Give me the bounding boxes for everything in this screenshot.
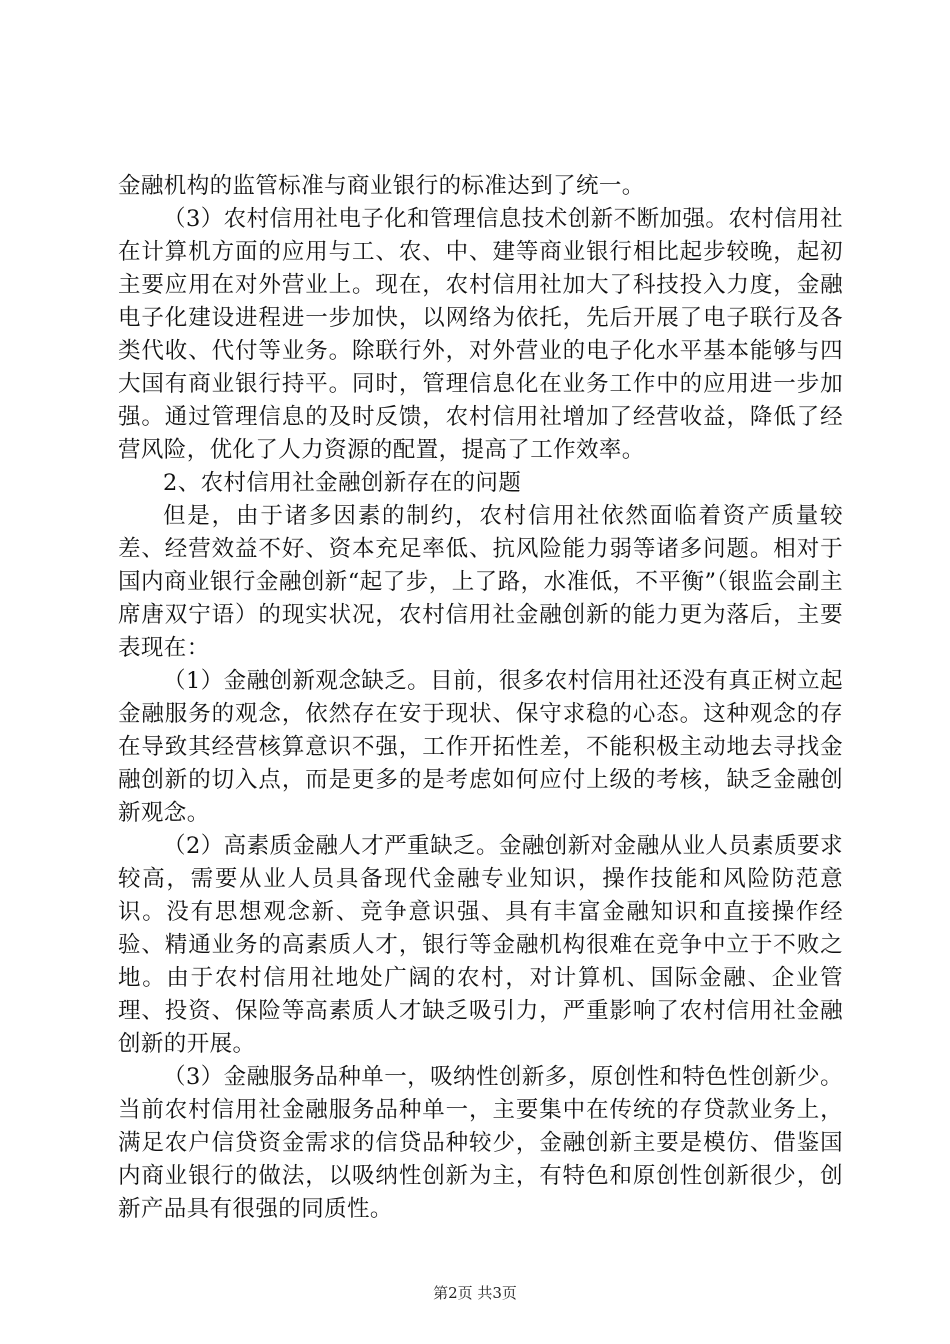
- paragraph-problems-intro: 但是，由于诸多因素的制约，农村信用社依然面临着资产质量较差、经营效益不好、资本充足率低、抗风险能力弱等诸多问题。相对于国内商业银行金融创新“起了步，上了路，水准低，不平衡”（银监会副主席唐双宁语）的现实状况，农村信用社金融创新的能力更为落后，主要表现在：: [118, 503, 843, 661]
- paragraph-e-banking-innovation: （3）农村信用社电子化和管理信息技术创新不断加强。农村信用社在计算机方面的应用与工、农、中、建等商业银行相比起步较晚，起初主要应用在对外营业上。现在，农村信用社加大了科技投入力度，金融电子化建设进程进一步加快，以网络为依托，先后开展了电子联行及各类代收、代付等业务。除联行外，对外营业的电子化水平基本能够与四大国有商业银行持平。同时，管理信息化在业务工作中的应用进一步加强。通过管理信息的及时反馈，农村信用社增加了经营收益，降低了经营风险，优化了人力资源的配置，提高了工作效率。: [118, 206, 843, 463]
- document-body: [118, 170, 843, 1226]
- section-heading-problems: 2、农村信用社金融创新存在的问题: [163, 470, 522, 496]
- paragraph-talent-shortage: （2）高素质金融人才严重缺乏。金融创新对金融从业人员素质要求较高，需要从业人员具备现代金融专业知识，操作技能和风险防范意识。没有思想观念新、竞争意识强、具有丰富金融知识和直接操作经验、精通业务的高素质人才，银行等金融机构很难在竞争中立于不败之地。由于农村信用社地处广阔的农村，对计算机、国际金融、企业管理、投资、保险等高素质人才缺乏吸引力，严重影响了农村信用社金融创新的开展。: [118, 833, 843, 1057]
- paragraph-single-service-variety: （3）金融服务品种单一，吸纳性创新多，原创性和特色性创新少。当前农村信用社金融服务品种单一，主要集中在传统的存贷款业务上，满足农户信贷资金需求的信贷品种较少，金融创新主要是模仿、借鉴国内商业银行的做法，以吸纳性创新为主，有特色和原创性创新很少，创新产品具有很强的同质性。: [118, 1064, 843, 1222]
- paragraph-continued: 金融机构的监管标准与商业银行的标准达到了统一。: [118, 173, 645, 199]
- page-footer: 第2页 共3页: [433, 1284, 517, 1302]
- paragraph-lack-of-concept: （1）金融创新观念缺乏。目前，很多农村信用社还没有真正树立起金融服务的观念，依然存在安于现状、保守求稳的心态。这种观念的存在导致其经营核算意识不强，工作开拓性差，不能积极主动地去寻找金融创新的切入点，而是更多的是考虑如何应付上级的考核，缺乏金融创新观念。: [118, 668, 843, 826]
